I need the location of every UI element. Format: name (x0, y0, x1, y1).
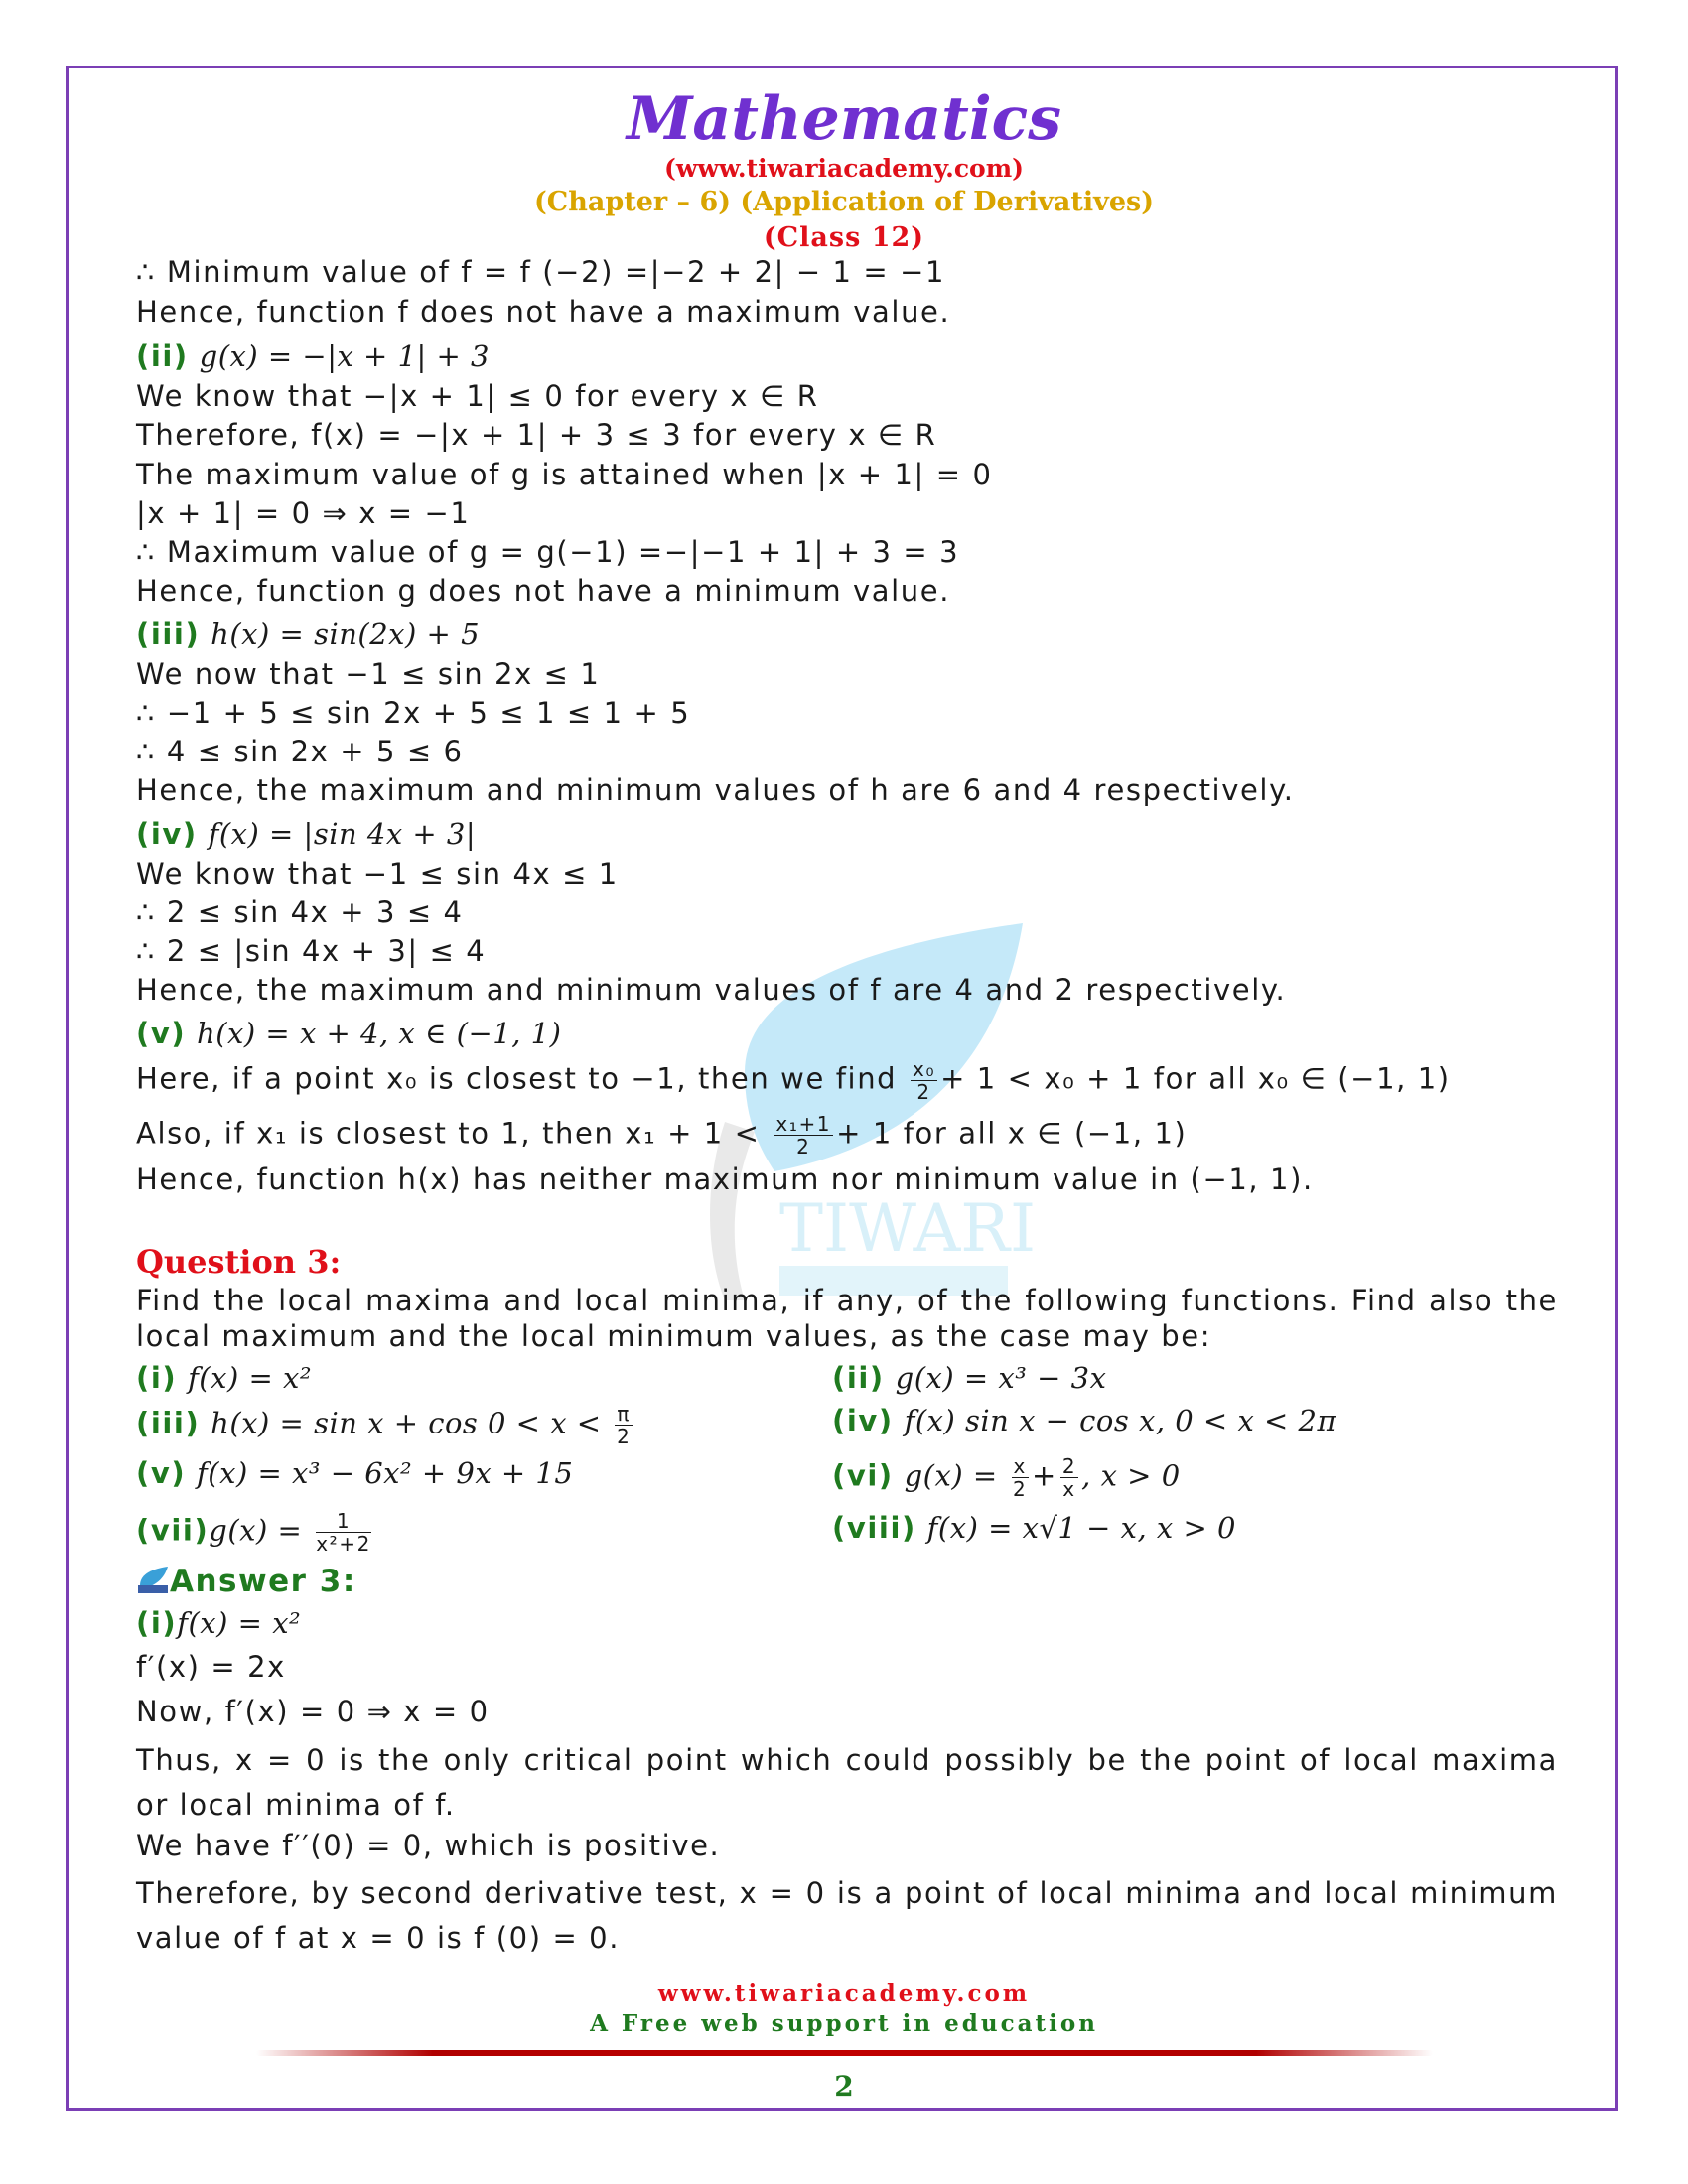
header-chapter: (Chapter – 6) (Application of Derivatives) (534, 187, 1154, 217)
answer-line: We have f′′(0) = 0, which is positive. (136, 1829, 721, 1862)
text-line: The maximum value of g is attained when |x + 1| = 0 (136, 458, 993, 491)
subpart-v (136, 1016, 561, 1051)
subpart-iii (136, 616, 480, 652)
question-heading: Question 3: (136, 1243, 342, 1281)
text-line: |x + 1| = 0 ⇒ x = −1 (136, 496, 471, 530)
text-line: ∴ 4 ≤ sin 2x + 5 ≤ 6 (136, 735, 464, 768)
answer-line: Therefore, by second derivative test, x = 0 is a point of local minima and local minimum value of f at x = 0 is f (0) = 0. (136, 1876, 1558, 1955)
footer-divider (256, 2050, 1433, 2056)
header-class: (Class 12) (763, 222, 925, 253)
text-line: ∴ −1 + 5 ≤ sin 2x + 5 ≤ 1 ≤ 1 + 5 (136, 696, 691, 730)
text-line: ∴ 2 ≤ |sin 4x + 3| ≤ 4 (136, 934, 487, 968)
text-line: ∴ Maximum value of g = g(−1) =−|−1 + 1| + 3 = 3 (136, 535, 960, 569)
answer-line: (i)f(x) = x² (136, 1606, 302, 1640)
math-expression: h(x) = x + 4, x ∈ (−1, 1) (197, 1017, 562, 1050)
tiwari-logo-icon (136, 1566, 170, 1595)
text-line: Hence, the maximum and minimum values of h are 6 and 4 respectively. (136, 773, 1295, 807)
footer-tagline: A Free web support in education (590, 2010, 1098, 2037)
subpart-label: (iii) (136, 617, 201, 651)
subpart-label: (v) (136, 1017, 187, 1050)
question-text: Find the local maxima and local minima, if any, of the following functions. Find also the local maximum and the local minimum values, as the case may be: (136, 1284, 1558, 1353)
math-expression: g(x) = −|x + 1| + 3 (199, 340, 490, 373)
answer-heading: Answer 3: (136, 1564, 356, 1599)
text-line: Therefore, f(x) = −|x + 1| + 3 ≤ 3 for every x ∈ R (136, 418, 937, 452)
header-site[interactable]: (www.tiwariacademy.com) (663, 154, 1024, 183)
answer-line: Thus, x = 0 is the only critical point which could possibly be the point of local maxima or local minima of f. (136, 1743, 1558, 1822)
math-expression: f(x) = |sin 4x + 3| (208, 817, 477, 851)
question-item: (iv) f(x) sin x − cos x, 0 < x < 2π (832, 1404, 1337, 1437)
text-line: Hence, function f does not have a maximum value. (136, 295, 951, 329)
subpart-ii (136, 339, 490, 374)
math-expression: h(x) = sin(2x) + 5 (211, 617, 481, 651)
text-line-fraction: Also, if x₁ is closest to 1, then x₁ + 1 < $\frac{\text{x₁+1}}{2}$ + 1 for all x ∈ (−1, 1) (136, 1112, 1188, 1159)
fraction: $\frac{\pi}{2}$ (617, 1402, 632, 1448)
footer-site-link[interactable]: www.tiwariacademy.com (657, 1980, 1031, 2007)
watermark-text: TIWARI (779, 1190, 1037, 1267)
fraction: $\frac{\text{x₀}}{2}$ (913, 1057, 936, 1104)
question-item: (i) f(x) = x² (136, 1361, 313, 1395)
fraction: $\frac{2}{x}$ (1061, 1454, 1077, 1501)
text-line: We know that −|x + 1| ≤ 0 for every x ∈ R (136, 379, 819, 413)
text-line: We know that −1 ≤ sin 4x ≤ 1 (136, 857, 619, 890)
text-line: Hence, the maximum and minimum values of f are 4 and 2 respectively. (136, 973, 1287, 1007)
text-line: ∴ Minimum value of f = f (−2) =|−2 + 2| − 1 = −1 (136, 255, 946, 289)
text-line: Hence, function g does not have a minimum value. (136, 574, 951, 608)
page-number: 2 (834, 2070, 854, 2103)
question-item: (ii) g(x) = x³ − 3x (832, 1361, 1107, 1395)
text-line-fraction: Here, if a point x₀ is closest to −1, then we find $\frac{\text{x₀}}{2}$ + 1 < x₀ + 1 for all x₀ ∈ (−1, 1) (136, 1057, 1451, 1104)
text-line: Hence, function h(x) has neither maximum nor minimum value in (−1, 1). (136, 1162, 1314, 1196)
page-title: Mathematics (627, 84, 1061, 154)
fraction: $\frac{x}{2}$ (1013, 1454, 1028, 1501)
fraction: $\frac{\text{x₁+1}}{2}$ (775, 1112, 832, 1159)
subpart-label: (ii) (136, 340, 189, 373)
answer-line: Now, f′(x) = 0 ⇒ x = 0 (136, 1695, 490, 1728)
question-item: (vi) g(x) = $\frac{x}{2}$ + $\frac{2}{x}$ , x > 0 (832, 1454, 1181, 1501)
question-item: (viii) f(x) = x√1 − x, x > 0 (832, 1511, 1236, 1545)
question-item: (v) f(x) = x³ − 6x² + 9x + 15 (136, 1456, 574, 1490)
question-item: (vii)g(x) = $\frac{1}{\text{x²+2}}$ (136, 1509, 371, 1556)
answer-line: f′(x) = 2x (136, 1650, 286, 1684)
question-item: (iii) h(x) = sin x + cos 0 < x < $\frac{\pi}{2}$ (136, 1402, 632, 1448)
subpart-iv (136, 816, 476, 852)
text-line: ∴ 2 ≤ sin 4x + 3 ≤ 4 (136, 895, 464, 929)
text-line: We now that −1 ≤ sin 2x ≤ 1 (136, 657, 601, 691)
fraction: $\frac{1}{\text{x²+2}}$ (316, 1509, 371, 1556)
subpart-label: (iv) (136, 817, 198, 851)
